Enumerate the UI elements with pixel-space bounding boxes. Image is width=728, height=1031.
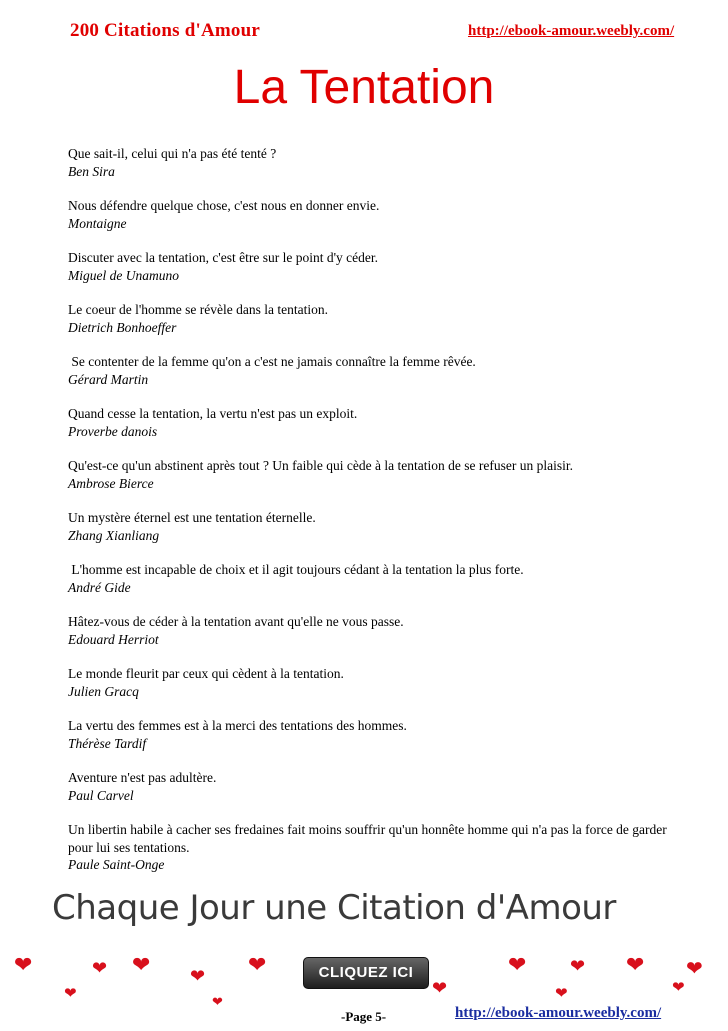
footer-url-link[interactable]: http://ebook-amour.weebly.com/ <box>455 1005 662 1021</box>
quote-author: Dietrich Bonhoeffer <box>68 319 177 335</box>
quote-text: Hâtez-vous de céder à la tentation avant qu'elle ne vous passe. <box>68 614 404 629</box>
quote-author: Gérard Martin <box>68 371 149 387</box>
quote-item <box>68 613 668 648</box>
heart-icon: ❤ <box>92 958 108 979</box>
header-doc-title: 200 Citations d'Amour <box>70 20 260 41</box>
quote-text: Un mystère éternel est une tentation éternelle. <box>68 510 316 525</box>
heart-icon: ❤ <box>132 953 151 978</box>
quote-item <box>68 249 668 284</box>
quote-author: Paule Saint-Onge <box>68 857 165 872</box>
heart-icon: ❤ <box>508 953 527 978</box>
quote-item <box>68 301 668 336</box>
heart-icon: ❤ <box>212 995 223 1010</box>
header-url-link[interactable]: http://ebook-amour.weebly.com/ <box>468 23 675 39</box>
heart-icon: ❤ <box>570 956 586 977</box>
quote-item <box>68 821 668 874</box>
quote-item <box>68 197 668 232</box>
quote-author: André Gide <box>68 579 131 595</box>
quote-text: Nous défendre quelque chose, c'est nous en donner envie. <box>68 198 380 213</box>
quote-item <box>68 405 668 440</box>
heart-icon: ❤ <box>190 966 206 987</box>
quote-author: Paul Carvel <box>68 787 134 803</box>
quote-item <box>68 717 668 752</box>
quote-text: Le monde fleurit par ceux qui cèdent à la tentation. <box>68 666 344 681</box>
quote-author: Ben Sira <box>68 163 115 179</box>
quote-text: La vertu des femmes est à la merci des tentations des hommes. <box>68 718 407 733</box>
heart-icon: ❤ <box>686 956 703 980</box>
heart-icon: ❤ <box>64 984 77 1002</box>
quote-text: Que sait-il, celui qui n'a pas été tenté ? <box>68 146 277 161</box>
quote-author: Miguel de Unamuno <box>68 267 179 283</box>
quote-author: Edouard Herriot <box>68 631 159 647</box>
heart-icon: ❤ <box>626 953 645 978</box>
quote-text: Se contenter de la femme qu'on a c'est ne jamais connaître la femme rêvée. <box>68 354 476 369</box>
quote-text: Aventure n'est pas adultère. <box>68 770 217 785</box>
quote-item <box>68 561 668 596</box>
quote-list <box>68 145 668 891</box>
quote-item <box>68 769 668 804</box>
quote-item <box>68 457 668 492</box>
page-title: La Tentation <box>233 61 495 114</box>
quote-author: Julien Gracq <box>68 683 139 699</box>
heart-icon: ❤ <box>555 984 568 1002</box>
quote-text: L'homme est incapable de choix et il agit toujours cédant à la tentation la plus forte. <box>68 562 524 577</box>
quote-author: Thérèse Tardif <box>68 735 147 751</box>
quote-text: Le coeur de l'homme se révèle dans la tentation. <box>68 302 328 317</box>
quote-text: Un libertin habile à cacher ses fredaines fait moins souffrir qu'un honnête homme qui n'a pas la force de garder pour lui ses tentations. <box>68 822 667 855</box>
quote-author: Zhang Xianliang <box>68 527 160 543</box>
quote-text: Qu'est-ce qu'un abstinent après tout ? Un faible qui cède à la tentation de se refuser un plaisir. <box>68 458 573 473</box>
quote-text: Quand cesse la tentation, la vertu n'est pas un exploit. <box>68 406 358 421</box>
cliquez-ici-button[interactable]: CLIQUEZ ICI <box>303 957 429 989</box>
page-number: -Page 5- <box>341 1009 387 1024</box>
quote-item <box>68 353 668 388</box>
heart-icon: ❤ <box>248 953 267 978</box>
quote-item <box>68 145 668 180</box>
quote-author: Proverbe danois <box>68 423 158 439</box>
heart-icon: ❤ <box>14 953 33 978</box>
heart-icon: ❤ <box>432 978 448 999</box>
quote-item <box>68 665 668 700</box>
quote-item <box>68 509 668 544</box>
heart-icon: ❤ <box>672 978 685 996</box>
quote-author: Ambrose Bierce <box>68 475 154 491</box>
banner-text[interactable]: Chaque Jour une Citation d'Amour <box>52 888 616 928</box>
quote-text: Discuter avec la tentation, c'est être sur le point d'y céder. <box>68 250 378 265</box>
quote-author: Montaigne <box>68 215 127 231</box>
